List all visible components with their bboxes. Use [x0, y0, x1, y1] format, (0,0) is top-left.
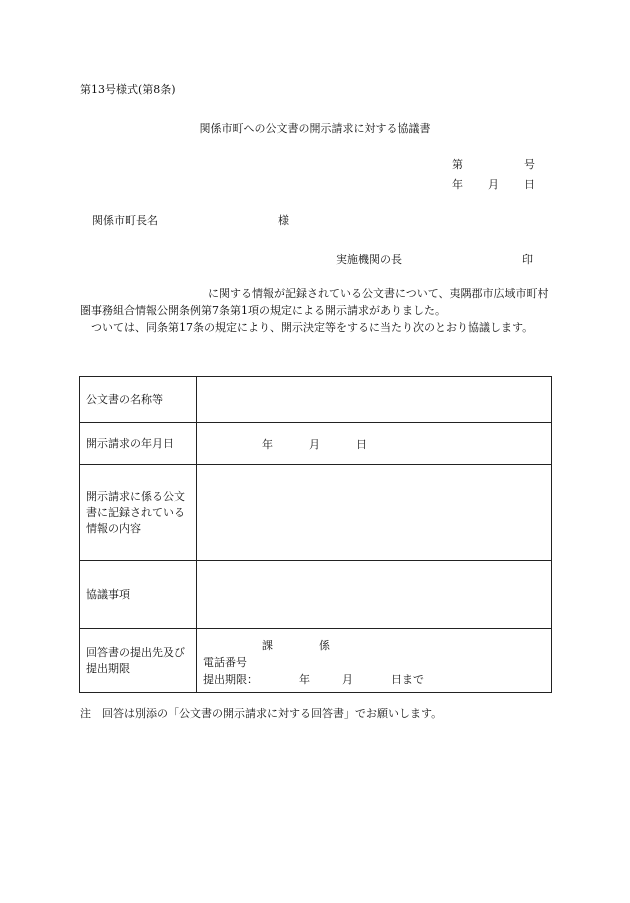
reply-deadline-label: 提出期限： [203, 672, 258, 686]
table-row [80, 561, 552, 629]
addressee-honorific: 様 [278, 214, 289, 227]
reply-deadline-day: 日まで [391, 672, 424, 686]
field-consultation-items[interactable] [197, 561, 552, 629]
table-row [80, 377, 552, 423]
doc-number-prefix: 第 [452, 158, 463, 171]
doc-date-month: 月 [488, 178, 499, 191]
addressee-name: 関係市町長名 [92, 214, 158, 227]
sender-title: 実施機関の長 [336, 253, 402, 266]
seal-mark: 印 [522, 253, 533, 266]
consultation-table [79, 376, 552, 693]
request-date-month: 月 [309, 437, 320, 451]
request-date-year: 年 [262, 437, 273, 451]
doc-date-day: 日 [524, 178, 535, 191]
body-paragraph-1: に関する情報が記録されている公文書について、夷隅郡市広域市町村圏事務組合情報公開条例第7条第1項の規定による開示請求がありました。 [80, 287, 549, 317]
label-consultation-items: 協議事項 [80, 561, 197, 629]
field-reply-destination[interactable] [197, 629, 552, 693]
form-number: 第13号様式(第8条) [80, 83, 176, 96]
document-title: 関係市町への公文書の開示請求に対する協議書 [199, 122, 431, 135]
table-row [80, 629, 552, 693]
doc-number-suffix: 号 [524, 158, 535, 171]
label-document-name: 公文書の名称等 [80, 377, 197, 423]
reply-phone-label: 電話番号 [203, 655, 247, 669]
label-request-date: 開示請求の年月日 [80, 423, 197, 465]
field-document-name[interactable] [197, 377, 552, 423]
reply-deadline-month: 月 [342, 672, 353, 686]
reply-ka: 課 [262, 638, 273, 652]
label-information-content: 開示請求に係る公文書に記録されている情報の内容 [80, 465, 197, 561]
doc-date-year: 年 [452, 178, 463, 191]
reply-kakari: 係 [319, 638, 330, 652]
field-information-content[interactable] [197, 465, 552, 561]
field-request-date[interactable] [197, 423, 552, 465]
body-text [80, 285, 550, 336]
label-reply-destination: 回答書の提出先及び提出期限 [80, 629, 197, 693]
request-date-day: 日 [356, 437, 367, 451]
footnote: 注 回答は別添の「公文書の開示請求に対する回答書」でお願いします。 [80, 707, 443, 720]
table-row [80, 423, 552, 465]
reply-deadline-year: 年 [299, 672, 310, 686]
table-row [80, 465, 552, 561]
body-paragraph-2: ついては、同条第17条の規定により、開示決定等をするに当たり次のとおり協議します。 [91, 321, 534, 334]
